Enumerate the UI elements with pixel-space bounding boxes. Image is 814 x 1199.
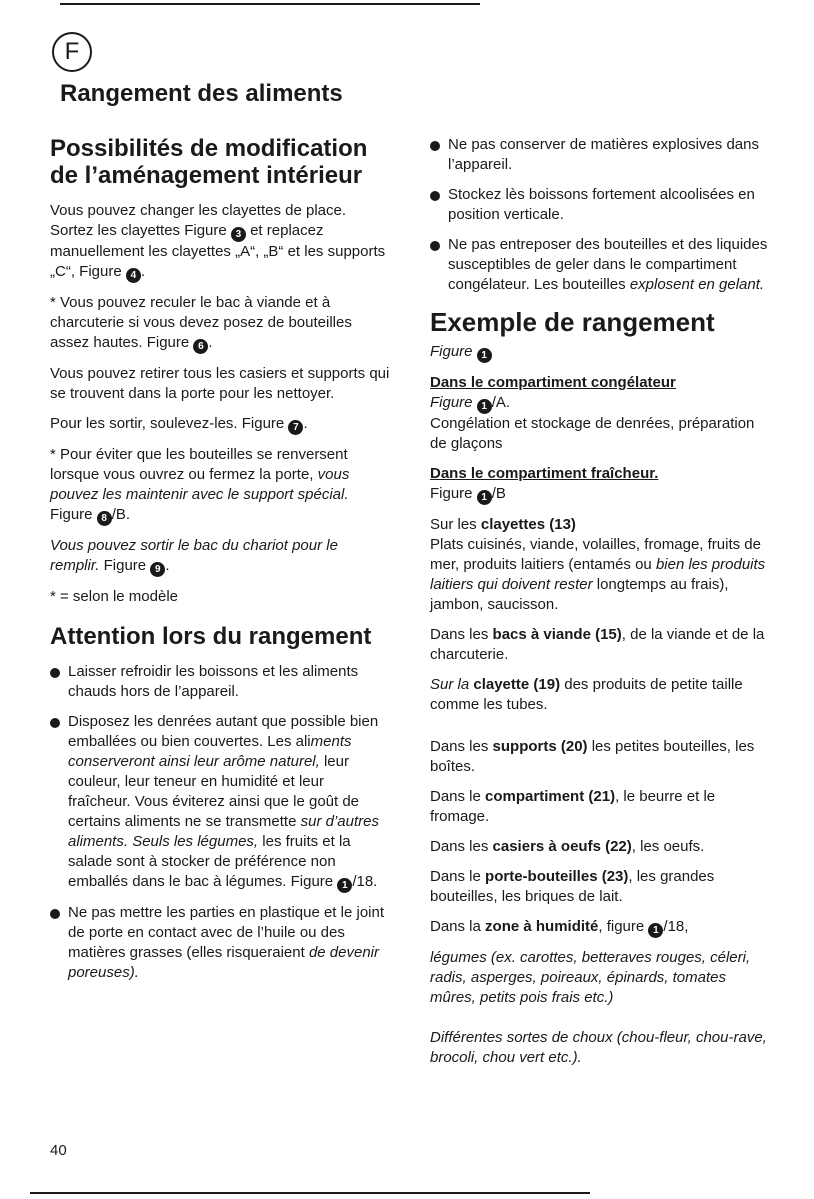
top-rule xyxy=(60,3,480,5)
block-porte-bouteilles: Dans le porte-bouteilles (23), les grandes bouteilles, les briques de lait. xyxy=(430,868,715,905)
block-clayettes: Sur les clayettes (13) Plats cuisinés, viande, volailles, fromage, fruits de mer, produits laitiers (entamés ou bien les produits laitiers qui doivent rester longtemps au frais), jambon, saucisson. xyxy=(430,516,766,613)
figure-ref: Figure 1 xyxy=(430,342,770,363)
footnote-modele: * = selon le modèle xyxy=(50,588,178,605)
block-oeufs: Dans les casiers à oeufs (22), les oeufs. xyxy=(430,838,705,855)
block-legumes: légumes (ex. carottes, betteraves rouges, céleri, radis, asperges, poireaux, épinards, tomates mûres, petits pois frais etc.) xyxy=(430,949,751,1006)
heading-modification: Possibilités de modification de l’aménagement intérieur xyxy=(50,135,368,189)
figure-number-icon: 4 xyxy=(126,268,141,283)
paragraph-bouteilles: * Pour éviter que les bouteilles se renversent lorsque vous ouvrez ou fermez la porte, vous pouvez les maintenir avec le support spécial. Figure 8 /B. xyxy=(50,446,350,524)
block-fraicheur: Dans le compartiment fraîcheur. Figure 1 /B xyxy=(430,465,659,503)
block-humidite: Dans la zone à humidité, figure 1 /18, xyxy=(430,918,689,936)
block-compartiment: Dans le compartiment (21), le beurre et le fromage. xyxy=(430,788,716,825)
figure-number-icon: 1 xyxy=(648,923,663,938)
paragraph-sortir: Pour les sortir, soulevez-les. Figure 7 . xyxy=(50,415,308,433)
paragraph-casiers: Vous pouvez retirer tous les casiers et supports qui se trouvent dans la porte pour les nettoyer. xyxy=(50,365,390,402)
bullet-explosives: Ne pas conserver de matières explosives dans l’appareil. xyxy=(430,135,770,175)
figure-number-icon: 1 xyxy=(337,878,352,893)
paragraph-clayettes: Vous pouvez changer les clayettes de place. Sortez les clayettes Figure 3 et replacez manuellement les clayettes „A“, „B“ et les supports „C“, Figure 4 . xyxy=(50,202,386,281)
paragraph-chariot: Vous pouvez sortir le bac du chariot pour le remplir. Figure 9 . xyxy=(50,537,338,575)
left-column xyxy=(50,135,390,993)
bullet-plastique: Ne pas mettre les parties en plastique et le joint de porte en contact avec de l’huile ou des matières grasses (elles risqueraient de devenir poreuses). xyxy=(50,903,390,983)
figure-number-icon: 8 xyxy=(97,511,112,526)
bullet-geler: Ne pas entreposer des bouteilles et des liquides susceptibles de geler dans le compartiment congélateur. Les bouteilles explosent en gelant. xyxy=(430,235,770,295)
bullet-refroidir: Laisser refroidir les boissons et les aliments chauds hors de l’appareil. xyxy=(50,662,390,702)
paragraph-bac-viande: * Vous pouvez reculer le bac à viande et à charcuterie si vous devez posez de bouteilles assez hautes. Figure 6 . xyxy=(50,294,352,352)
language-badge-f: F xyxy=(52,32,92,72)
block-clayette-19: Sur la clayette (19) des produits de petite taille comme les tubes. xyxy=(430,676,743,713)
block-congelateur: Dans le compartiment congélateur Figure 1 /A. Congélation et stockage de denrées, préparation de glaçons xyxy=(430,374,755,452)
bullet-alcool: Stockez lès boissons fortement alcoolisées en position verticale. xyxy=(430,185,770,225)
bullet-emballees: Disposez les denrées autant que possible bien emballées ou bien couvertes. Les aliments conserveront ainsi leur arôme naturel, leur couleur, leur teneur en humidité et leur fraîcheur. Vous éviterez ainsi que le goût de certains aliments ne se transmette sur d’autres aliments. Seuls les légumes, les fruits et la salade sont à stocker de préférence non emballés dans le bac à légumes. Figure 1 /18. xyxy=(50,712,390,893)
figure-number-icon: 1 xyxy=(477,399,492,414)
figure-number-icon: 7 xyxy=(288,420,303,435)
block-bacs-viande: Dans les bacs à viande (15), de la viande et de la charcuterie. xyxy=(430,626,765,663)
bottom-rule xyxy=(30,1192,590,1194)
block-choux: Différentes sortes de choux (chou-fleur, chou-rave, brocoli, chou vert etc.). xyxy=(430,1029,767,1066)
page-number: 40 xyxy=(50,1142,67,1159)
figure-number-icon: 1 xyxy=(477,490,492,505)
heading-attention: Attention lors du rangement xyxy=(50,623,372,650)
subheading-congelateur: Dans le compartiment congélateur xyxy=(430,374,676,391)
subheading-fraicheur: Dans le compartiment fraîcheur. xyxy=(430,465,659,482)
heading-exemple: Exemple de rangement xyxy=(430,307,715,337)
figure-number-icon: 3 xyxy=(231,227,246,242)
block-supports: Dans les supports (20) les petites bouteilles, les boîtes. xyxy=(430,738,755,775)
figure-number-icon: 6 xyxy=(193,339,208,354)
figure-number-icon: 1 xyxy=(477,348,492,363)
figure-number-icon: 9 xyxy=(150,562,165,577)
right-column xyxy=(430,135,770,1078)
section-title: Rangement des aliments xyxy=(60,80,343,107)
